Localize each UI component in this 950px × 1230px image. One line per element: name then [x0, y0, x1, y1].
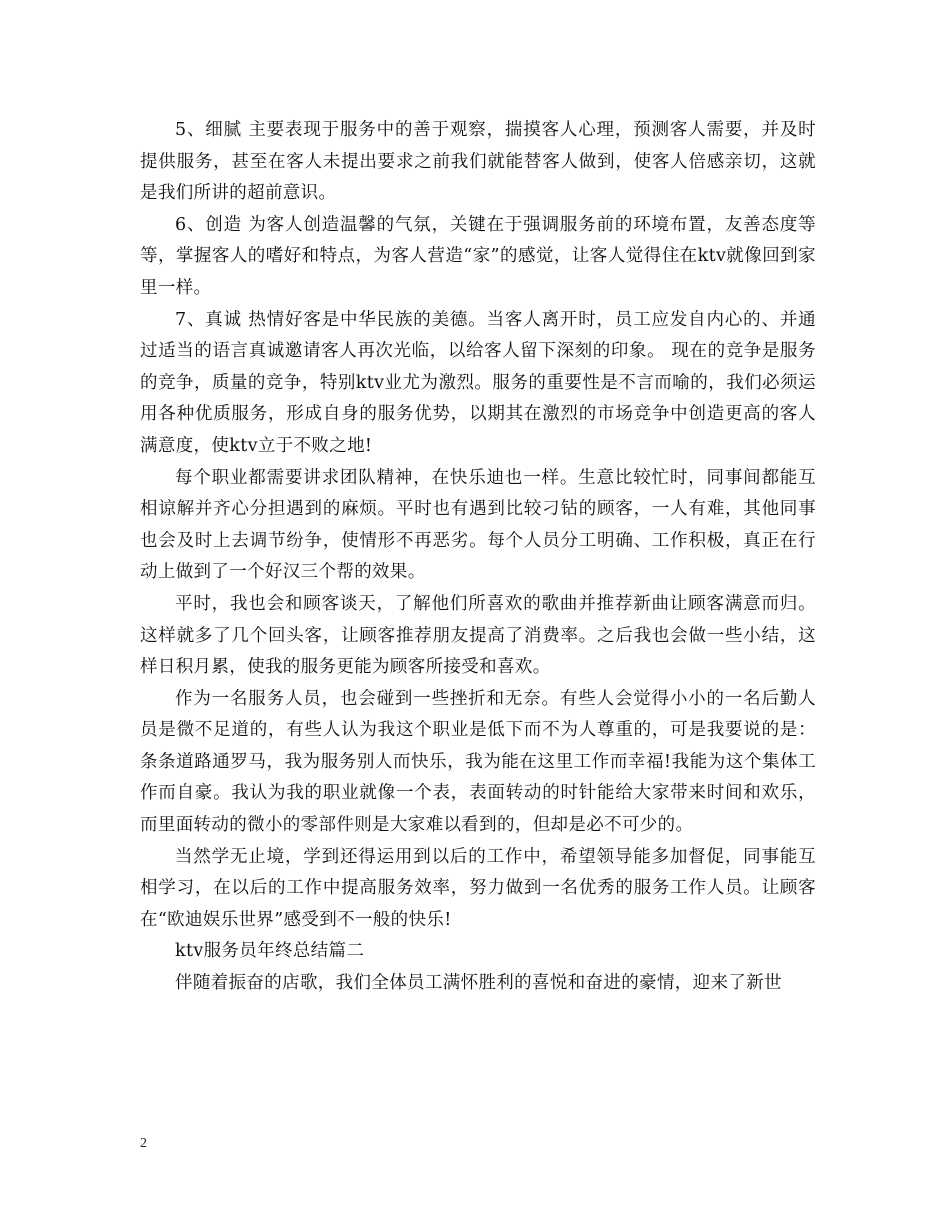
section-heading: ktv服务员年终总结篇二 — [175, 941, 365, 962]
paragraph-item-5-delicacy: 5、细腻 主要表现于服务中的善于观察，揣摸客人心理，预测客人需要，并及时提供服务，甚至在客人未提出要求之前我们就能替客人做到，使客人倍感亲切，这就是我们所讲的超前意识。 — [140, 120, 816, 204]
page-number: 2 — [140, 1136, 147, 1151]
paragraph-item-7-sincerity: 7、真诚 热情好客是中华民族的美德。当客人离开时，员工应发自内心的、并通过适当的语言真诚邀请客人再次光临，以给客人留下深刻的印象。 现在的竞争是服务的竞争，质量的竞争，特别ktv业尤为激烈。服务的重要性是不言而喻的，我们必须运用各种优质服务，形成自身的服务优势，以期其在激烈的市场竞争中创造更高的客人满意度，使ktv立于不败之地! — [140, 309, 816, 456]
paragraph-teamwork: 每个职业都需要讲求团队精神，在快乐迪也一样。生意比较忙时，同事间都能互相谅解并齐心分担遇到的麻烦。平时也有遇到比较刁钻的顾客，一人有难，其他同事也会及时上去调节纷争，使情形不再恶劣。每个人员分工明确、工作积极，真正在行动上做到了一个好汉三个帮的效果。 — [140, 467, 816, 583]
document-body — [140, 115, 816, 1000]
paragraph-continuous-learning: 当然学无止境，学到还得运用到以后的工作中，希望领导能多加督促，同事能互相学习，在以后的工作中提高服务效率，努力做到一名优秀的服务工作人员。让顾客在“欧迪娱乐世界”感受到不一般的快乐! — [140, 846, 816, 930]
paragraph-customer-chat: 平时，我也会和顾客谈天，了解他们所喜欢的歌曲并推荐新曲让顾客满意而归。这样就多了几个回头客，让顾客推荐朋友提高了消费率。之后我也会做一些小结，这样日积月累，使我的服务更能为顾客所接受和喜欢。 — [140, 593, 816, 678]
paragraph-item-6-creation: 6、创造 为客人创造温馨的气氛，关键在于强调服务前的环境布置，友善态度等等，掌握客人的嗜好和特点，为客人营造“家”的感觉，让客人觉得住在ktv就像回到家里一样。 — [140, 214, 816, 298]
paragraph-service-staff: 作为一名服务人员，也会碰到一些挫折和无奈。有些人会觉得小小的一名后勤人员是微不足道的，有些人认为我这个职业是低下而不为人尊重的，可是我要说的是：条条道路通罗马，我为服务别人而快乐，我为能在这里工作而幸福!我能为这个集体工作而自豪。我认为我的职业就像一个表，表面转动的时针能给大家带来时间和欢乐，而里面转动的微小的零部件则是大家难以看到的，但却是必不可少的。 — [140, 688, 816, 836]
paragraph-section-two-intro: 伴随着振奋的店歌，我们全体员工满怀胜利的喜悦和奋进的豪情，迎来了新世 — [175, 973, 782, 994]
